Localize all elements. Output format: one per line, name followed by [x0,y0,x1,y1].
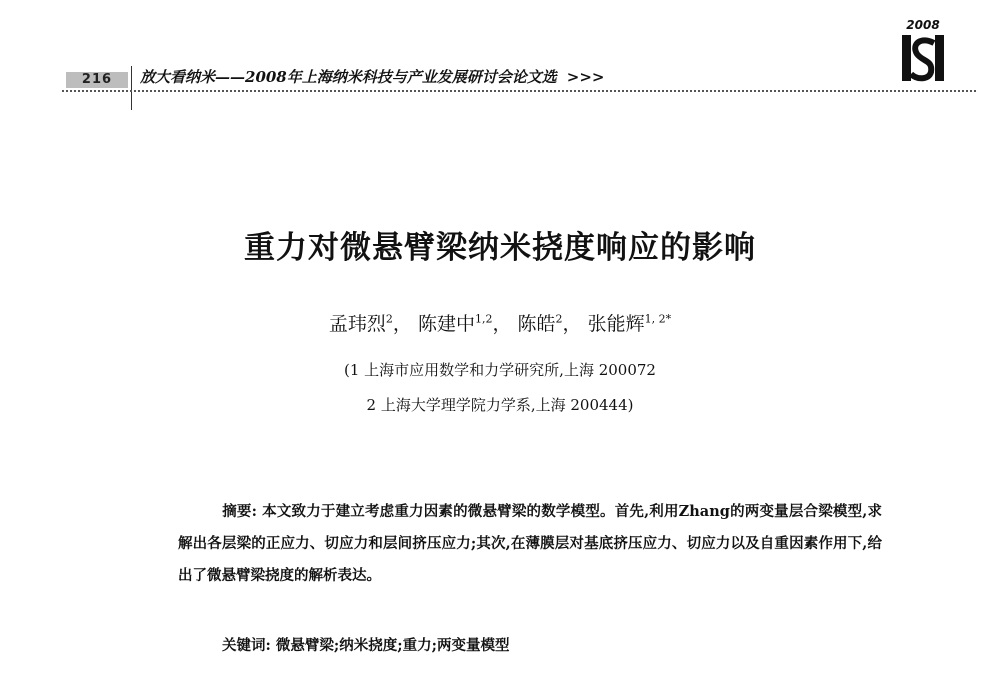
keywords [222,634,509,655]
keywords-text: : 微悬臂梁;纳米挠度;重力;两变量模型 [265,637,510,654]
header-dotted-rule [62,90,976,92]
author-separator: ， [492,313,512,335]
author-list [0,309,1000,336]
author-name: 孟玮烈 [328,313,386,335]
page-number: 216 [66,72,128,88]
author-name: 陈建中 [417,313,475,335]
author-name: 陈皓 [517,313,556,335]
running-title [140,66,604,87]
keywords-label: 关键词 [222,638,266,654]
author-affiliation-mark: 2 [385,312,393,326]
conference-logo [895,18,951,84]
nanosh-logo-icon [901,34,945,82]
abstract-label: 摘要 [222,504,252,520]
author-separator: ， [392,313,412,335]
header-vertical-rule [131,66,132,110]
author-separator: ， [562,313,582,335]
author-affiliation-mark: 1,2 [474,312,493,326]
abstract-text: : 本文致力于建立考虑重力因素的微悬臂梁的数学模型。首先,利用Zhang的两变量层合梁模型,求解出各层梁的正应力、切应力和层间挤压应力;其次,在薄膜层对基底挤压应力、切应力以及自重因素作用下,给出了微悬臂梁挠度的解析表达。 [178,503,883,584]
abstract [178,496,882,592]
logo-year: 2008 [906,18,940,32]
running-title-text: 放大看纳米——2008年上海纳米科技与产业发展研讨会论文选 [140,68,557,86]
affiliation-2: 2 上海大学理学院力学系,上海 200444) [366,396,634,414]
affiliation-1: (1 上海市应用数学和力学研究所,上海 200072 [344,361,656,379]
paper-title: 重力对微悬臂梁纳米挠度响应的影响 [244,230,756,266]
running-title-arrows: >>> [566,68,605,86]
author-affiliation-mark: 1, 2* [644,312,672,326]
author-affiliation-mark: 2 [555,312,563,326]
author-name: 张能辉 [587,313,645,335]
